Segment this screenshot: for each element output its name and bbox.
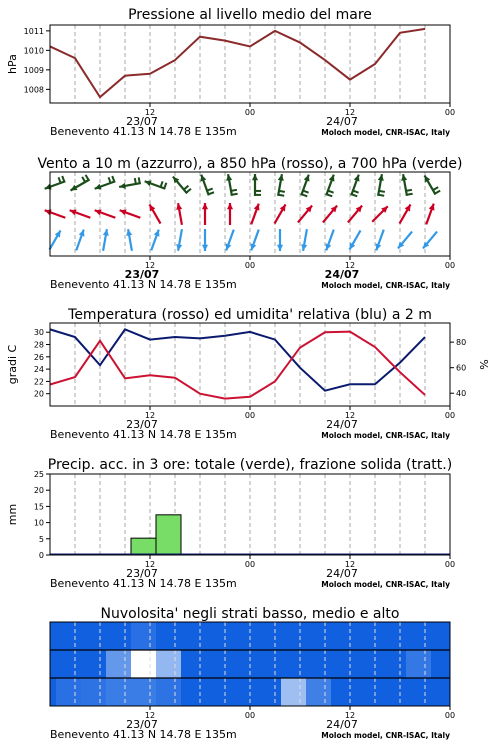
- arrow-head: [227, 203, 233, 209]
- cloud-cell: [431, 650, 450, 678]
- arrow-barb: [278, 195, 284, 196]
- arrow-head: [226, 243, 232, 250]
- cloud-cell: [306, 650, 331, 678]
- wind-arrow-850hpa: [202, 203, 208, 225]
- cloud-cell: [81, 622, 106, 650]
- arrow-barb: [435, 191, 440, 194]
- arrow-barb: [303, 191, 309, 193]
- cloud-cell: [131, 678, 156, 706]
- y-tick-label: 1011: [23, 26, 44, 36]
- arrow-head: [95, 210, 102, 216]
- temperature-line: [50, 332, 425, 399]
- model-credit: Moloch model, CNR-ISAC, Italy: [321, 431, 450, 440]
- wind-arrow-700hpa: [173, 177, 191, 194]
- y-tick-label: 24: [33, 365, 44, 375]
- time-tick-label: 12: [144, 560, 156, 569]
- cloud-cell: [106, 622, 131, 650]
- y-tick-label: 30: [33, 328, 44, 338]
- date-label: 23/07: [126, 718, 158, 731]
- arrow-head: [70, 210, 77, 216]
- wind-arrow-700hpa: [301, 175, 309, 197]
- cloud-cell: [281, 622, 306, 650]
- wind-arrow-700hpa: [119, 177, 141, 188]
- wind-arrow-10m: [202, 229, 208, 251]
- wind-arrow-850hpa: [95, 210, 116, 218]
- y-axis-label: hPa: [6, 54, 19, 74]
- panel-title: Temperatura (rosso) ed umidita' relativa (blu) a 2 m: [68, 307, 432, 323]
- wind-arrow-10m: [326, 230, 334, 251]
- time-tick-label: 00: [444, 108, 456, 117]
- cloud-cell: [381, 650, 406, 678]
- panel-title: Precip. acc. in 3 ore: totale (verde), frazione solida (tratt.): [47, 457, 453, 473]
- arrow-head: [376, 243, 382, 250]
- cloud-cell: [56, 650, 81, 678]
- arrow-head: [251, 243, 257, 250]
- arrow-head: [254, 204, 260, 211]
- panel-1: [6, 7, 455, 138]
- y-tick-label: 1010: [23, 46, 44, 56]
- cloud-cell: [206, 650, 231, 678]
- y-tick-label: 20: [33, 486, 44, 496]
- arrow-barb: [279, 191, 285, 192]
- wind-arrow-700hpa: [201, 175, 214, 196]
- cloud-cell: [331, 650, 356, 678]
- arrow-barb: [352, 194, 358, 196]
- y-tick-label: 20: [33, 389, 44, 399]
- cloud-cell: [406, 650, 431, 678]
- wind-arrow-10m: [301, 229, 307, 251]
- panel-2: [37, 156, 462, 291]
- arrow-barb: [328, 191, 334, 193]
- date-label: 24/07: [326, 418, 358, 431]
- precip-bar: [156, 515, 181, 555]
- cloud-cell: [306, 622, 331, 650]
- y-tick-label: 26: [33, 352, 44, 362]
- wind-arrow-700hpa: [95, 176, 116, 189]
- time-tick-label: 12: [144, 711, 156, 720]
- arrow-head: [429, 204, 435, 211]
- arrow-barb: [139, 177, 140, 183]
- wind-arrow-10m: [126, 229, 132, 251]
- wind-arrow-700hpa: [226, 174, 237, 196]
- arrow-head: [252, 174, 258, 180]
- cloud-cell: [281, 650, 306, 678]
- wind-arrow-10m: [350, 230, 361, 249]
- y2-tick-label: 40: [456, 389, 467, 399]
- arrow-head: [202, 245, 208, 251]
- arrow-barb: [109, 177, 111, 183]
- arrow-head: [120, 210, 127, 216]
- cloud-cell: [156, 678, 181, 706]
- wind-arrow-700hpa: [278, 174, 285, 196]
- arrow-head: [329, 175, 335, 182]
- y-tick-label: 10: [33, 518, 44, 528]
- cloud-cell: [381, 678, 406, 706]
- cloud-cell: [256, 650, 281, 678]
- arrow-head: [79, 230, 85, 237]
- time-tick-label: 12: [344, 108, 356, 117]
- time-tick-label: 00: [444, 411, 456, 420]
- y-tick-label: 0: [38, 551, 44, 560]
- cloud-cell: [406, 678, 431, 706]
- cloud-cell: [231, 650, 256, 678]
- time-tick-label: 00: [444, 711, 456, 720]
- cloud-cell: [231, 678, 256, 706]
- wind-arrow-10m: [277, 229, 283, 251]
- wind-arrow-10m: [176, 229, 182, 251]
- arrow-barb: [208, 192, 214, 194]
- panel-title: Vento a 10 m (azzurro), a 850 hPa (rosso), a 700 hPa (verde): [37, 156, 463, 172]
- cloud-cell: [231, 622, 256, 650]
- location-label: Benevento 41.13 N 14.78 E 135m: [50, 428, 237, 441]
- wind-arrow-850hpa: [45, 210, 66, 218]
- cloud-cell: [81, 678, 106, 706]
- humidity-line: [50, 329, 425, 390]
- panel-5: [50, 606, 455, 741]
- panel-title: Pressione al livello medio del mare: [128, 7, 372, 23]
- time-tick-label: 00: [244, 711, 256, 720]
- cloud-cell: [156, 622, 181, 650]
- date-label: 24/07: [324, 268, 360, 281]
- arrow-barb: [406, 190, 412, 191]
- y2-tick-label: 60: [456, 363, 467, 373]
- y-tick-label: 1008: [23, 85, 44, 95]
- pressure-line: [50, 29, 425, 97]
- wind-arrow-700hpa: [425, 175, 441, 194]
- wind-arrow-10m: [376, 230, 384, 251]
- y-tick-label: 22: [33, 377, 44, 387]
- location-label: Benevento 41.13 N 14.78 E 135m: [50, 278, 237, 291]
- wind-arrow-10m: [423, 232, 437, 249]
- arrow-barb: [62, 176, 64, 182]
- wind-arrow-850hpa: [120, 210, 141, 218]
- cloud-cell: [406, 622, 431, 650]
- wind-arrow-10m: [251, 230, 259, 251]
- model-credit: Moloch model, CNR-ISAC, Italy: [321, 281, 450, 290]
- precip-bar: [131, 538, 156, 555]
- cloud-cell: [281, 678, 306, 706]
- date-label: 23/07: [124, 268, 160, 281]
- arrow-barb: [59, 177, 61, 183]
- cloud-cell: [306, 678, 331, 706]
- cloud-cell: [256, 622, 281, 650]
- cloud-cell: [56, 622, 81, 650]
- wind-arrow-10m: [50, 230, 61, 249]
- cloud-cell: [206, 622, 231, 650]
- arrow-barb: [407, 194, 413, 195]
- y-axis-label: gradi C: [6, 344, 19, 385]
- arrow-head: [304, 175, 310, 182]
- panel-title: Nuvolosita' negli strati basso, medio e alto: [100, 606, 400, 622]
- time-tick-label: 12: [144, 411, 156, 420]
- cloud-cell: [181, 678, 206, 706]
- y2-axis-label: %: [478, 359, 491, 370]
- wind-arrow-850hpa: [400, 204, 411, 223]
- time-tick-label: 00: [244, 261, 256, 270]
- wind-arrow-700hpa: [70, 175, 89, 191]
- y-tick-label: 5: [38, 534, 44, 544]
- wind-arrow-850hpa: [176, 203, 182, 225]
- panel-3: [6, 307, 491, 441]
- arrow-barb: [184, 186, 189, 190]
- wind-arrow-10m: [151, 230, 159, 251]
- time-tick-label: 12: [344, 711, 356, 720]
- y-axis-label: mm: [6, 503, 19, 526]
- date-label: 23/07: [126, 115, 158, 128]
- wind-arrow-850hpa: [70, 210, 91, 218]
- cloud-cell: [356, 622, 381, 650]
- wind-arrow-850hpa: [275, 204, 286, 223]
- model-credit: Moloch model, CNR-ISAC, Italy: [321, 731, 450, 740]
- cloud-cell: [156, 650, 181, 678]
- arrow-head: [202, 203, 208, 209]
- arrow-head: [45, 184, 52, 190]
- cloud-cell: [431, 622, 450, 650]
- wind-arrow-10m: [76, 230, 84, 251]
- time-tick-label: 12: [144, 261, 156, 270]
- wind-arrow-700hpa: [45, 176, 66, 189]
- arrow-head: [277, 245, 283, 251]
- wind-arrow-700hpa: [326, 175, 334, 197]
- wind-arrow-10m: [226, 230, 234, 251]
- cloud-cell: [106, 650, 131, 678]
- arrow-barb: [135, 178, 136, 184]
- arrow-head: [154, 230, 160, 237]
- time-tick-label: 00: [244, 411, 256, 420]
- time-tick-label: 12: [144, 108, 156, 117]
- time-tick-label: 00: [244, 560, 256, 569]
- arrow-head: [201, 175, 207, 182]
- cloud-cell: [381, 622, 406, 650]
- wind-arrow-700hpa: [252, 174, 261, 196]
- cloud-cell: [206, 678, 231, 706]
- time-tick-label: 12: [344, 411, 356, 420]
- wind-arrow-700hpa: [145, 181, 167, 189]
- y-tick-label: 1009: [23, 65, 44, 75]
- cloud-cell: [356, 650, 381, 678]
- arrow-head: [354, 175, 360, 182]
- cloud-cell: [331, 622, 356, 650]
- wind-arrow-850hpa: [426, 204, 434, 225]
- wind-arrow-10m: [103, 229, 109, 251]
- location-label: Benevento 41.13 N 14.78 E 135m: [50, 728, 237, 741]
- cloud-cell: [181, 650, 206, 678]
- date-label: 24/07: [326, 115, 358, 128]
- time-tick-label: 00: [444, 560, 456, 569]
- arrow-head: [45, 210, 52, 216]
- cloud-cell: [131, 622, 156, 650]
- arrow-barb: [86, 175, 89, 180]
- arrow-head: [95, 184, 102, 190]
- arrow-barb: [433, 187, 438, 190]
- y-tick-label: 25: [33, 470, 44, 479]
- wind-arrow-10m: [398, 232, 412, 249]
- arrow-barb: [353, 191, 359, 193]
- y-tick-label: 28: [33, 340, 44, 350]
- cloud-cell: [331, 678, 356, 706]
- arrow-barb: [207, 189, 213, 191]
- time-tick-label: 12: [344, 261, 356, 270]
- cloud-cell: [256, 678, 281, 706]
- plot-frame: [50, 474, 450, 555]
- arrow-barb: [112, 176, 114, 182]
- y-tick-label: 15: [33, 502, 44, 512]
- cloud-cell: [106, 678, 131, 706]
- arrow-barb: [231, 190, 237, 191]
- location-label: Benevento 41.13 N 14.78 E 135m: [50, 125, 237, 138]
- y2-tick-label: 80: [456, 338, 467, 348]
- arrow-barb: [378, 195, 384, 196]
- cloud-cell: [431, 678, 450, 706]
- date-label: 24/07: [326, 567, 358, 580]
- arrow-barb: [379, 191, 385, 192]
- wind-arrow-850hpa: [251, 204, 259, 225]
- model-credit: Moloch model, CNR-ISAC, Italy: [321, 128, 450, 137]
- wind-arrow-850hpa: [150, 204, 161, 223]
- model-credit: Moloch model, CNR-ISAC, Italy: [321, 580, 450, 589]
- date-label: 23/07: [126, 567, 158, 580]
- time-tick-label: 12: [344, 560, 356, 569]
- date-label: 24/07: [326, 718, 358, 731]
- cloud-cell: [181, 622, 206, 650]
- cloud-cell: [131, 650, 156, 678]
- time-tick-label: 00: [244, 108, 256, 117]
- wind-arrow-700hpa: [401, 174, 412, 196]
- arrow-barb: [186, 189, 191, 193]
- date-label: 23/07: [126, 418, 158, 431]
- arrow-barb: [302, 194, 308, 196]
- wind-arrow-850hpa: [227, 203, 233, 225]
- cloud-cell: [81, 650, 106, 678]
- time-tick-label: 00: [444, 261, 456, 270]
- arrow-barb: [82, 177, 85, 182]
- cloud-cell: [356, 678, 381, 706]
- arrow-barb: [161, 181, 163, 187]
- arrow-head: [145, 181, 152, 187]
- arrow-barb: [164, 183, 166, 189]
- cloud-cell: [56, 678, 81, 706]
- wind-arrow-700hpa: [351, 175, 359, 197]
- wind-arrow-700hpa: [378, 174, 385, 196]
- arrow-barb: [327, 194, 333, 196]
- panel-4: [6, 457, 455, 590]
- location-label: Benevento 41.13 N 14.78 E 135m: [50, 577, 237, 590]
- arrow-head: [326, 243, 332, 250]
- arrow-barb: [232, 194, 238, 195]
